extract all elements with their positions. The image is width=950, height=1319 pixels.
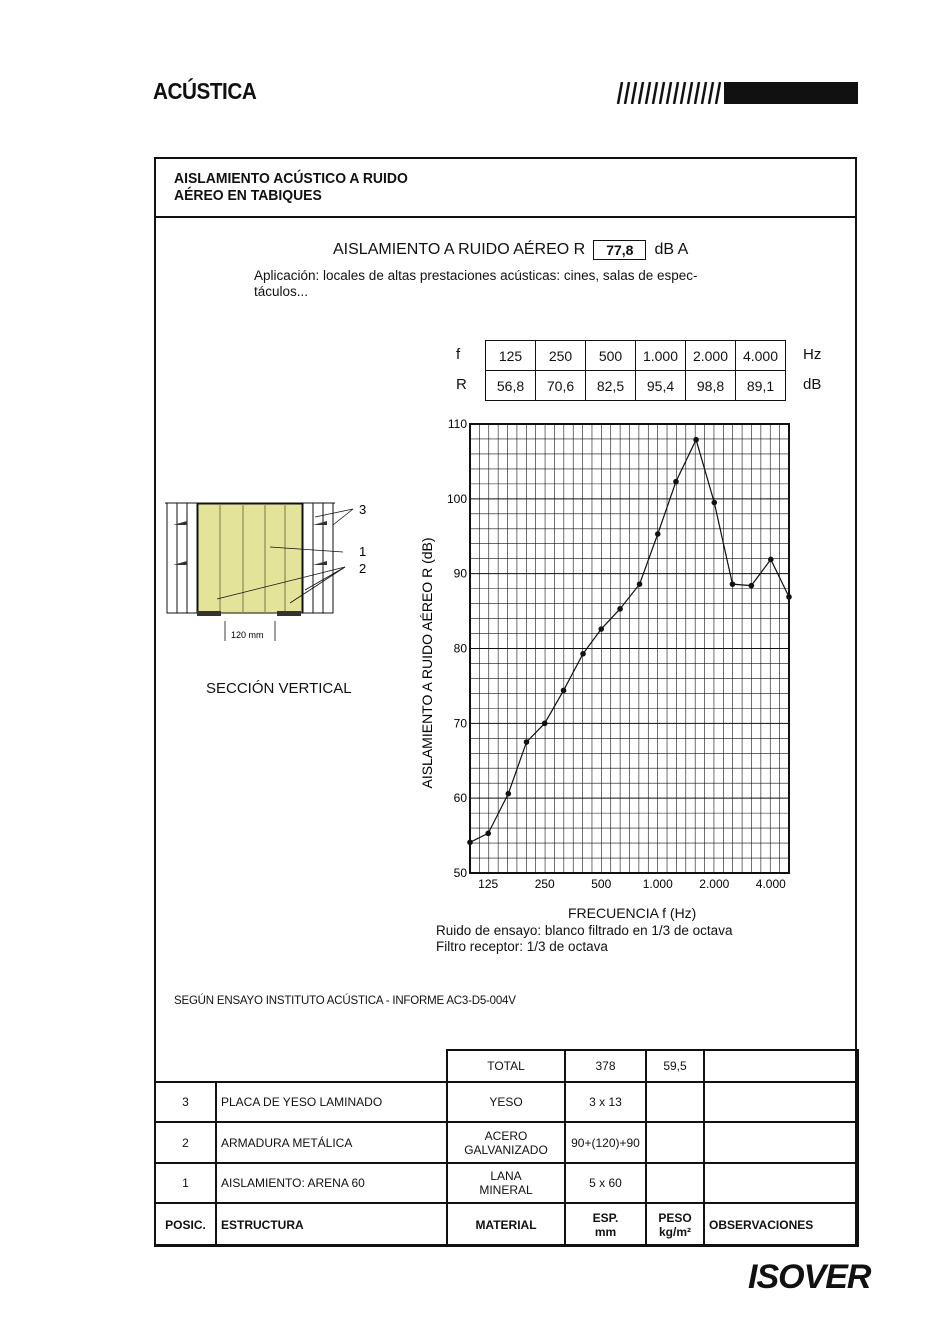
header-stripes-decoration xyxy=(612,82,858,104)
box-title-line-1: AISLAMIENTO ACÚSTICO A RUIDO xyxy=(174,170,408,187)
section-drawing xyxy=(165,495,385,645)
f-row-label: f xyxy=(456,346,461,363)
header-divider xyxy=(154,216,857,218)
f-cell: 4.000 xyxy=(736,341,786,371)
test-note-line-2: Filtro receptor: 1/3 de octava xyxy=(436,939,608,954)
y-tick-label: 50 xyxy=(453,866,467,880)
x-tick-label: 2.000 xyxy=(699,877,730,891)
reduction-row xyxy=(486,371,786,401)
test-notes xyxy=(436,923,732,955)
row-peso xyxy=(646,1122,704,1163)
data-point xyxy=(485,831,491,837)
row-obs xyxy=(704,1082,858,1122)
data-point xyxy=(693,437,699,443)
rating-row xyxy=(333,240,688,260)
r-row-label: R xyxy=(456,376,467,393)
y-tick-label: 70 xyxy=(453,716,467,731)
row-peso xyxy=(646,1082,704,1122)
data-point xyxy=(749,583,755,589)
header-row xyxy=(155,1203,858,1246)
dimension-label: 120 mm xyxy=(231,630,264,640)
section-label: SECCIÓN VERTICAL xyxy=(206,680,352,697)
application-line-2: táculos... xyxy=(254,284,309,299)
total-obs xyxy=(704,1050,858,1082)
section-title: ACÚSTICA xyxy=(153,78,257,104)
header-peso-line-2: kg/m² xyxy=(658,1224,691,1239)
material-line-2: GALVANIZADO xyxy=(464,1142,548,1157)
row-material xyxy=(447,1122,565,1163)
y-tick-label: 80 xyxy=(453,641,467,656)
row-esp: 3 x 13 xyxy=(565,1082,646,1122)
material-line-1: ACERO xyxy=(484,1128,528,1143)
row-esp: 5 x 60 xyxy=(565,1163,646,1203)
spec-table xyxy=(154,1049,859,1247)
f-cell: 1.000 xyxy=(636,341,686,371)
f-unit: Hz xyxy=(803,346,822,363)
application-line-1: Aplicación: locales de altas prestaciones acústicas: cines, salas de espec- xyxy=(254,268,698,283)
data-point xyxy=(506,791,512,797)
total-label: TOTAL xyxy=(447,1050,565,1082)
frequency-row xyxy=(486,341,786,371)
y-axis-label: AISLAMIENTO A RUIDO AÉREO R (dB) xyxy=(419,537,435,789)
y-tick-label: 110 xyxy=(447,417,467,431)
f-cell: 500 xyxy=(586,341,636,371)
test-note-line-1: Ruido de ensayo: blanco filtrado en 1/3 de octava xyxy=(436,923,733,938)
r-cell: 89,1 xyxy=(736,371,786,401)
r-unit: dB xyxy=(803,376,822,393)
empty-cell xyxy=(155,1050,216,1082)
data-point xyxy=(598,626,604,632)
data-point xyxy=(730,581,736,587)
header-material: MATERIAL xyxy=(447,1203,565,1246)
header-peso xyxy=(646,1203,704,1246)
callout-3: 3 xyxy=(359,502,367,517)
header-estructura: ESTRUCTURA xyxy=(216,1203,447,1246)
table-row xyxy=(155,1082,858,1122)
row-pos: 3 xyxy=(155,1082,216,1122)
y-tick-labels xyxy=(447,417,467,880)
row-material: YESO xyxy=(447,1082,565,1122)
total-row xyxy=(155,1050,858,1082)
x-tick-label: 125 xyxy=(478,877,499,891)
row-peso xyxy=(646,1163,704,1203)
f-cell: 250 xyxy=(536,341,586,371)
r-cell: 95,4 xyxy=(636,371,686,401)
data-point xyxy=(542,721,548,727)
x-axis-label: FRECUENCIA f (Hz) xyxy=(568,905,697,921)
row-material xyxy=(447,1163,565,1203)
header-pos: POSIC. xyxy=(155,1203,216,1246)
frequency-table xyxy=(485,340,786,401)
empty-cell xyxy=(216,1050,447,1082)
row-estructura: AISLAMIENTO: ARENA 60 xyxy=(216,1163,447,1203)
data-point xyxy=(561,688,567,694)
x-tick-labels xyxy=(478,877,786,891)
callout-2: 2 xyxy=(359,561,367,576)
data-point xyxy=(637,581,643,587)
application-text xyxy=(254,268,774,300)
f-cell: 2.000 xyxy=(686,341,736,371)
header-peso-line-1: PESO xyxy=(658,1210,692,1225)
rating-unit: dB A xyxy=(654,241,689,258)
data-point xyxy=(617,606,623,612)
rating-value: 77,8 xyxy=(593,240,646,260)
isover-logo: ISOVER xyxy=(748,1258,871,1296)
y-tick-label: 100 xyxy=(446,491,467,506)
table-row xyxy=(155,1163,858,1203)
x-tick-label: 250 xyxy=(534,877,555,891)
row-estructura: PLACA DE YESO LAMINADO xyxy=(216,1082,447,1122)
header-observaciones: OBSERVACIONES xyxy=(704,1203,858,1246)
data-point xyxy=(768,557,774,563)
box-title xyxy=(174,170,408,204)
table-row xyxy=(155,1122,858,1163)
test-reference: SEGÚN ENSAYO INSTITUTO ACÚSTICA - INFORME AC3-D5-004V xyxy=(174,995,516,1007)
data-point xyxy=(655,531,661,537)
material-line-2: MINERAL xyxy=(479,1183,533,1197)
r-cell: 98,8 xyxy=(686,371,736,401)
total-peso: 59,5 xyxy=(646,1050,704,1082)
header-esp xyxy=(565,1203,646,1246)
row-esp: 90+(120)+90 xyxy=(565,1122,646,1163)
f-cell: 125 xyxy=(486,341,536,371)
x-tick-label: 500 xyxy=(591,877,612,891)
total-esp: 378 xyxy=(565,1050,646,1082)
y-tick-label: 60 xyxy=(453,791,467,806)
data-point xyxy=(467,840,473,846)
row-obs xyxy=(704,1163,858,1203)
data-point xyxy=(524,739,530,745)
row-pos: 2 xyxy=(155,1122,216,1163)
r-cell: 70,6 xyxy=(536,371,586,401)
row-pos: 1 xyxy=(155,1163,216,1203)
y-tick-label: 90 xyxy=(453,566,467,581)
rating-label: AISLAMIENTO A RUIDO AÉREO R xyxy=(333,241,586,258)
x-tick-label: 4.000 xyxy=(755,877,786,891)
data-point xyxy=(673,479,679,485)
header-esp-line-2: mm xyxy=(594,1224,617,1239)
row-estructura: ARMADURA METÁLICA xyxy=(216,1122,447,1163)
r-cell: 56,8 xyxy=(486,371,536,401)
r-cell: 82,5 xyxy=(586,371,636,401)
data-point xyxy=(711,500,717,506)
header-esp-line-1: ESP. xyxy=(592,1210,619,1225)
chart-grid xyxy=(470,424,789,873)
data-point xyxy=(580,651,586,657)
row-obs xyxy=(704,1122,858,1163)
reduction-chart xyxy=(400,410,810,900)
data-point xyxy=(786,594,792,600)
x-tick-label: 1.000 xyxy=(642,877,673,891)
callout-1: 1 xyxy=(359,544,367,559)
box-title-line-2: AÉREO EN TABIQUES xyxy=(174,187,322,204)
material-line-1: LANA xyxy=(490,1169,522,1183)
